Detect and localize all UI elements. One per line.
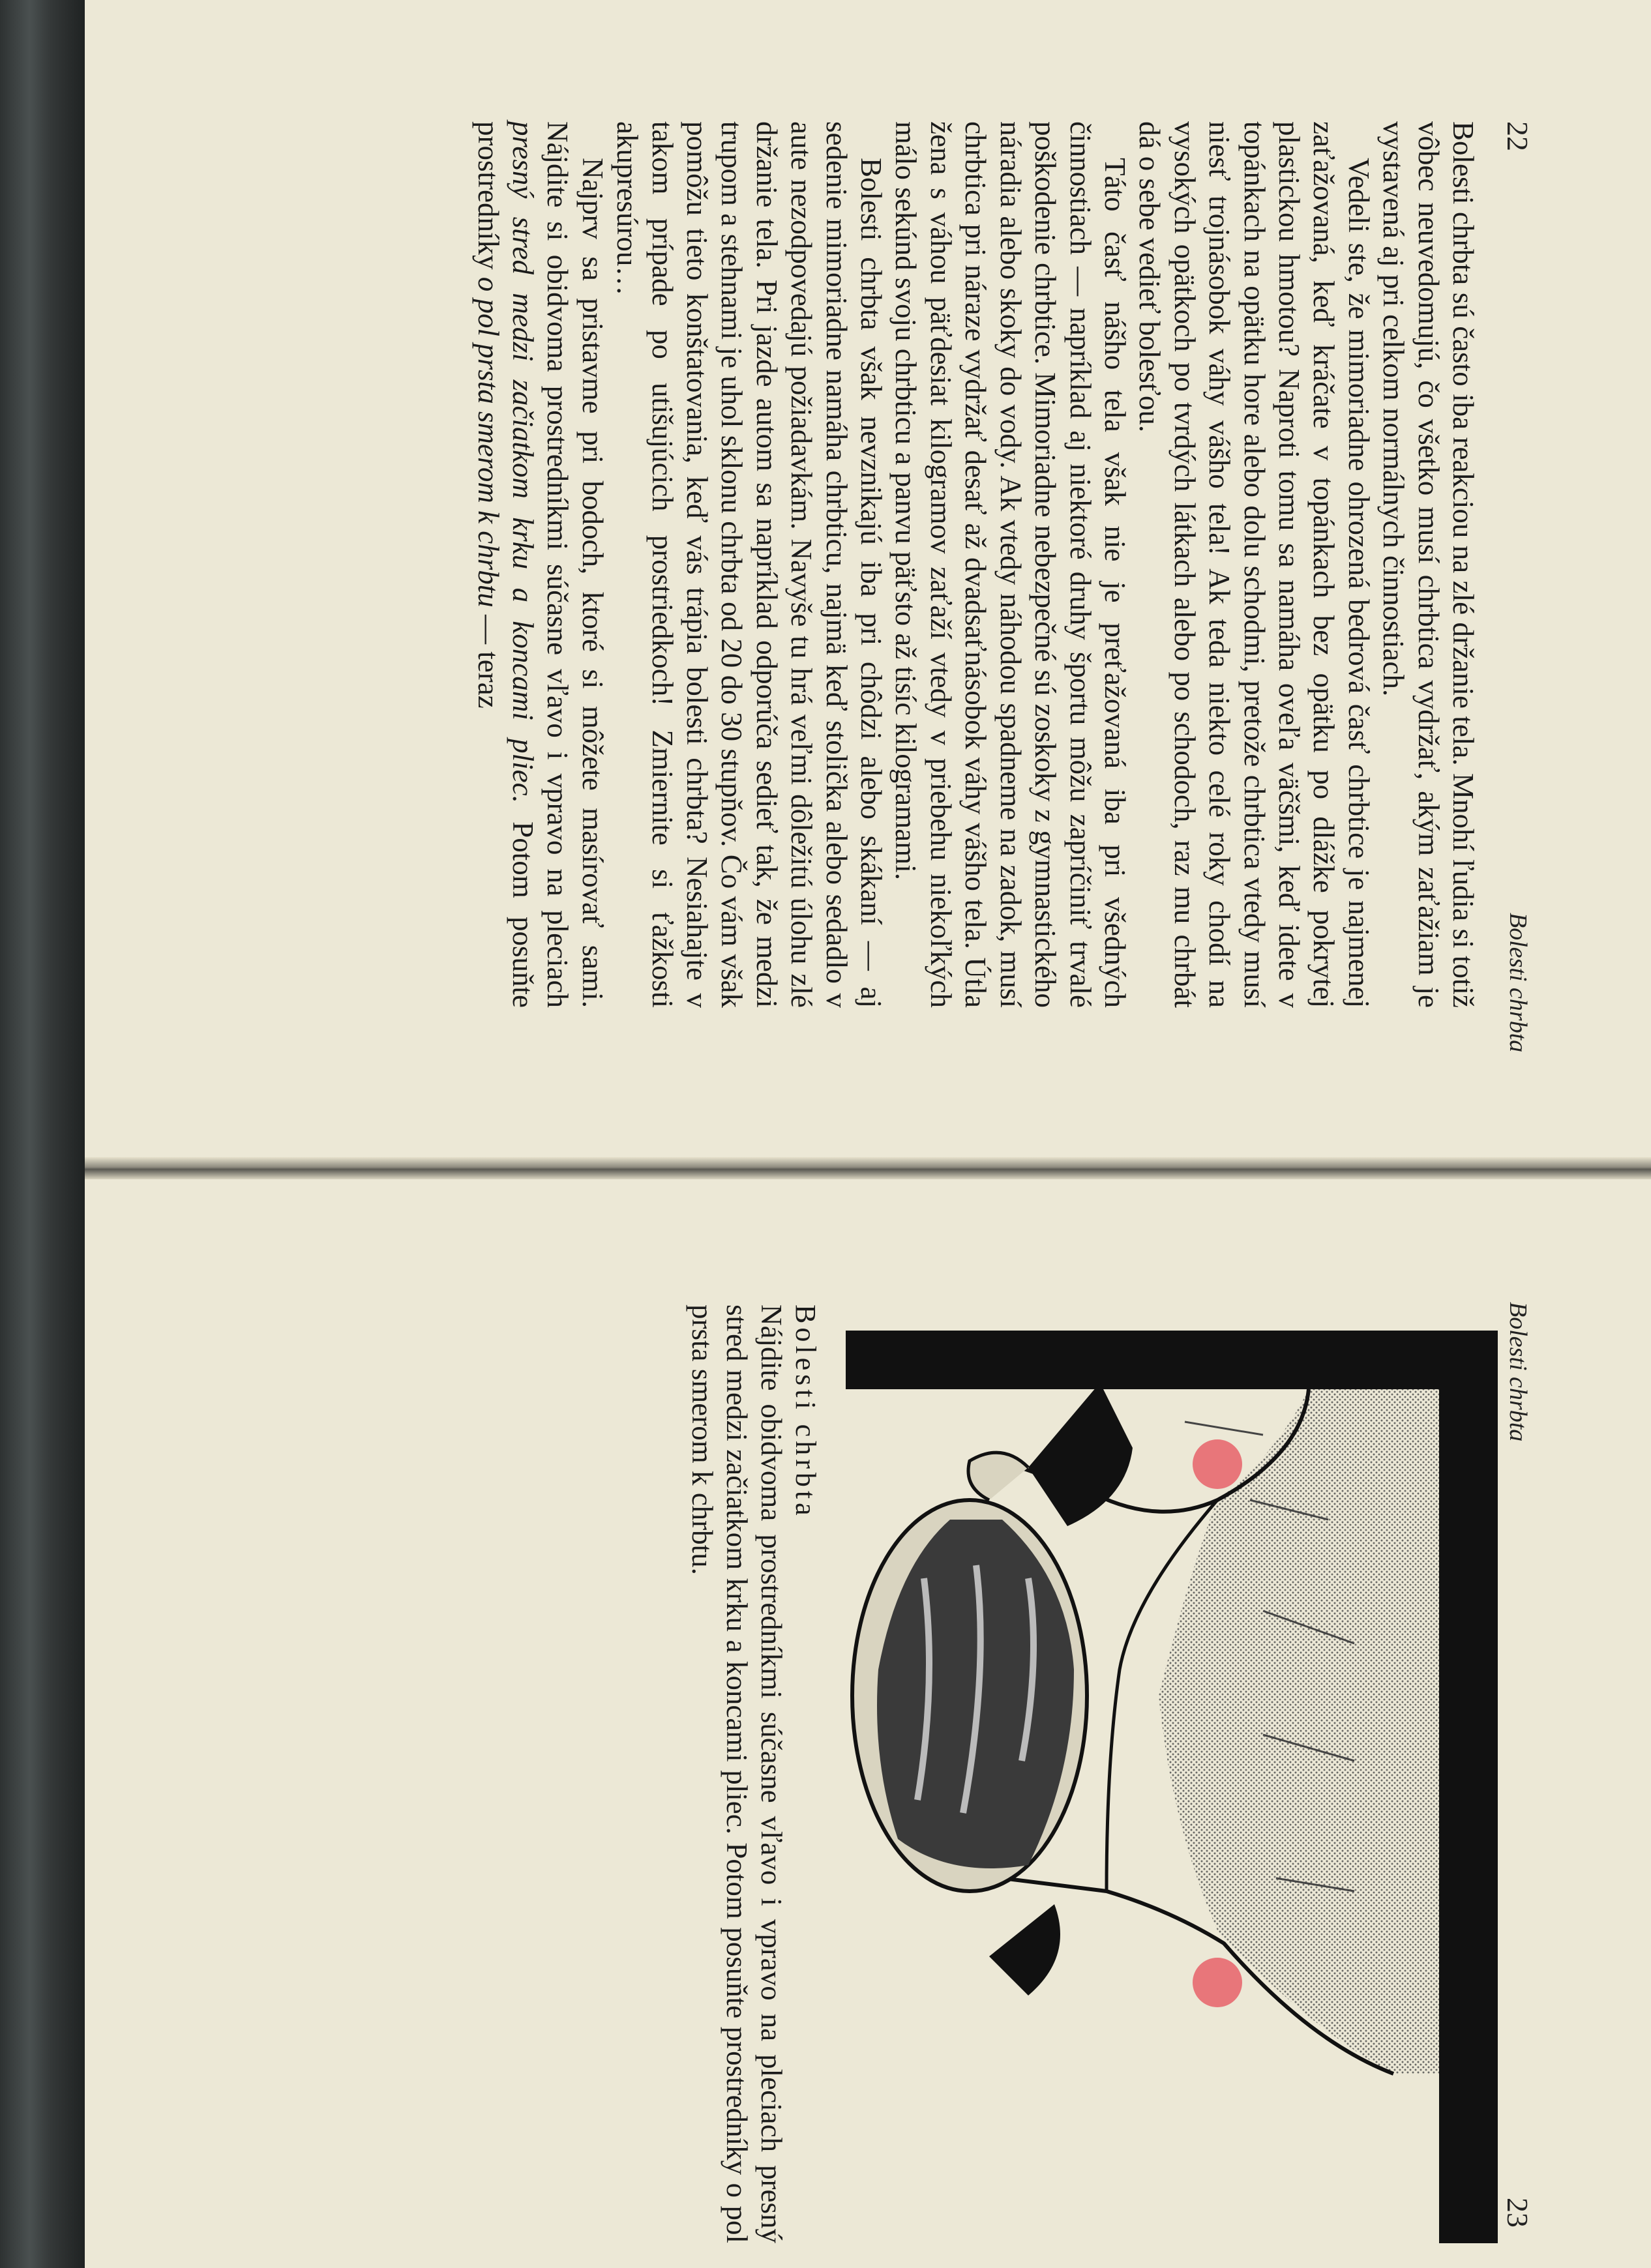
paragraph-4: Bolesti chrbta však nevznikajú iba pri chôdzi alebo skákaní — aj sedenie mimoriadne namáha chrbticu, najmä keď stolička alebo sedadlo v aute nezodpovedajú požiadavkám. Navyše tu hrá veľmi dôležitú úlohu zlé držanie tela. Pri jazde autom sa napríklad odporúča sedieť tak, že medzi trupom a stehnami je uhol sklonu chrbta od 20 do 30 stupňov. Čo vám však pomôžu tieto konštatovania, keď vás trápia bolesti chrbta? Nesiahajte v takom prípade po utišujúcich prostriedkoch! Zmiernite si ťažkosti akupresúrou… (611, 121, 888, 1008)
ear (968, 1452, 1028, 1500)
paragraph-3: Táto časť nášho tela však nie je preťažovaná iba pri všedných činnostiach — napríklad aj niektoré druhy športu môžu zapríčiniť trvalé poškodenie chrbtice. Mimoriadne nebezpečné sú zoskoky z gymnastického náradia alebo skoky do vody. Ak vtedy náhodou spadneme na zadok, musí chrbtica pri náraze vydržať desať až dvadsaťnásobok váhy vášho tela. Útla žena s váhou päťdesiat kilogramov zaťaží vtedy v priebehu niekoľkých málo sekúnd svoju chrbticu a panvu päťsto až tisíc kilogramami. (889, 121, 1131, 1008)
page-number: 22 (1501, 121, 1534, 151)
caption-title: Bolesti chrbta (790, 1304, 822, 1520)
caption-heading (788, 1304, 823, 2243)
text-run: Potom posuňte prostredníky (471, 121, 540, 1008)
figure-caption (685, 1304, 823, 2243)
paragraph-5 (470, 121, 610, 1008)
acupressure-point-left (1193, 1439, 1242, 1489)
paragraph-2: Vedeli ste, že mimoriadne ohrozená bedrová časť chrbtice je najmenej zaťažovaná, keď kráčate v topánkach bez opätku po dlážke pokrytej plastickou hmotou? Naproti tomu sa namáha oveľa väčšmi, keď idete v topánkach na opätku hore alebo dolu schodmi, pretože chrbtica vtedy musí niesť trojnásobok váhy vášho tela! Ak teda niekto celé roky chodí na vysokých opätkoch po tvrdých látkach alebo po schodoch, raz mu chrbát dá o sebe vedieť bolesťou. (1133, 121, 1375, 1008)
running-head: Bolesti chrbta (1504, 1302, 1532, 1442)
acupressure-point-right (1193, 1958, 1242, 2007)
page-22 (85, 0, 1651, 1160)
running-head: Bolesti chrbta (1504, 913, 1532, 1053)
emphasis-run: presný stred medzi začiatkom krku a koncami pliec. (507, 121, 540, 803)
text-run: — teraz (471, 607, 505, 709)
emphasis-run: o pol prsta smerom k chrbtu (471, 276, 505, 608)
caption-text: Nájdite obidvoma prostredníkmi súčasne vľavo i vpravo na pleciach presný stred medzi začiatkom krku a koncami pliec. Potom posuňte prostredníky o pol prsta smerom k chrbtu. (686, 1304, 788, 2243)
book-gutter (85, 1157, 1651, 1179)
acupressure-illustration (846, 1304, 1524, 2256)
paragraph-1: Bolesti chrbta sú často iba reakciou na zlé držanie tela. Mnohí ľudia si totiž vôbec neuvedomujú, čo všetko musí chrbtica vydržať, akým zaťažiam je vystavená aj pri celkom normálnych činnostiach. (1377, 121, 1480, 1008)
page-23 (85, 1181, 1651, 2268)
text-run: Najprv sa pristavme pri bodoch, ktoré si môžete masírovať sami. Nájdite si obidvoma prostredníkmi súčasne vľavo i vpravo na pleciach (541, 121, 609, 1008)
hand-right (989, 1904, 1060, 1996)
scan-background-edge (0, 0, 85, 2268)
body-text (470, 121, 1480, 1008)
page-number: 23 (1501, 2198, 1534, 2228)
